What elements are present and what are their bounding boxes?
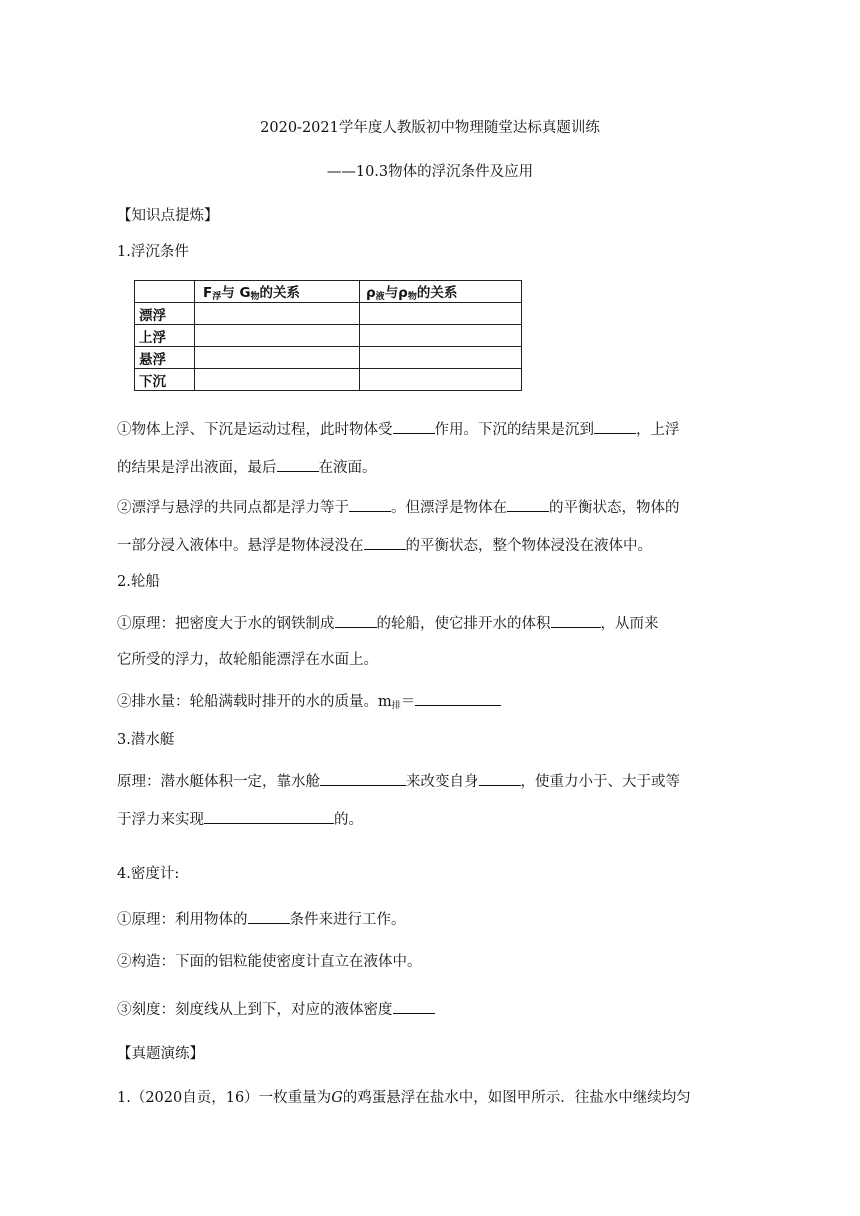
paragraph-2-line-1: ②漂浮与悬浮的共同点都是浮力等于 。但漂浮是物体在 的平衡状态，物体的 <box>117 496 680 518</box>
document-title: 2020-2021学年度人教版初中物理随堂达标真题训练 <box>260 120 600 136</box>
table-header-density: $\rho_液$与$\rho_物$的关系 <box>360 281 522 303</box>
fill-blank[interactable] <box>551 612 601 628</box>
fill-blank[interactable] <box>349 496 391 512</box>
row-label: 悬浮 <box>135 347 195 369</box>
table-row <box>135 369 522 391</box>
paragraph-6: ①原理：利用物体的 条件来进行工作。 <box>117 908 406 930</box>
fill-blank[interactable] <box>479 770 521 786</box>
section-heading-knowledge: 【知识点提炼】 <box>117 208 219 224</box>
section-heading-practice: 【真题演练】 <box>117 1046 204 1062</box>
heading-hydrometer: 4.密度计: <box>117 866 180 882</box>
fill-blank[interactable] <box>204 808 334 824</box>
table-cell <box>195 369 360 391</box>
table-cell <box>195 325 360 347</box>
fill-blank[interactable] <box>320 770 406 786</box>
table-cell <box>195 347 360 369</box>
float-sink-table <box>134 280 522 391</box>
paragraph-4: ②排水量：轮船满载时排开的水的质量。$m_排=$ <box>117 690 501 716</box>
paragraph-7: ②构造：下面的铝粒能使密度计直立在液体中。 <box>117 954 422 970</box>
paragraph-3-line-1: ①原理：把密度大于水的钢铁制成 的轮船，使它排开水的体积 ，从而来 <box>117 612 659 634</box>
table-header-force: $F_浮$与 $G_物$的关系 <box>195 281 360 303</box>
table-corner-cell <box>135 281 195 303</box>
fill-blank[interactable] <box>393 998 435 1014</box>
row-label: 下沉 <box>135 369 195 391</box>
heading-ship: 2.轮船 <box>117 574 160 590</box>
paragraph-1-line-1: ①物体上浮、下沉是运动过程，此时物体受 作用。下沉的结果是沉到 ，上浮 <box>117 418 680 440</box>
fill-blank[interactable] <box>248 908 290 924</box>
fill-blank[interactable] <box>594 418 636 434</box>
paragraph-5-line-1: 原理：潜水艇体积一定，靠水舱 来改变自身 ，使重力小于、大于或等 <box>117 770 680 792</box>
fill-blank[interactable] <box>393 418 435 434</box>
fill-blank[interactable] <box>335 612 377 628</box>
fill-blank[interactable] <box>364 534 406 550</box>
paragraph-1-line-2: 的结果是浮出液面，最后 在液面。 <box>117 456 377 478</box>
heading-submarine: 3.潜水艇 <box>117 732 175 748</box>
paragraph-5-line-2: 于浮力来实现 的。 <box>117 808 363 830</box>
table-cell <box>195 303 360 325</box>
fill-blank[interactable] <box>277 456 319 472</box>
paragraph-8: ③刻度：刻度线从上到下，对应的液体密度 <box>117 998 435 1020</box>
table-row <box>135 347 522 369</box>
table-cell <box>360 325 522 347</box>
heading-float-sink-conditions: 1.浮沉条件 <box>117 244 189 260</box>
fill-blank[interactable] <box>415 690 501 706</box>
paragraph-2-line-2: 一部分浸入液体中。悬浮是物体浸没在 的平衡状态，整个物体浸没在液体中。 <box>117 534 652 556</box>
question-1-line-1: 1.（2020自贡，16）一枚重量为G的鸡蛋悬浮在盐水中，如图甲所示．往盐水中继续均匀 <box>117 1090 691 1106</box>
table-cell <box>360 303 522 325</box>
document-subtitle: ——10.3物体的浮沉条件及应用 <box>326 164 534 180</box>
fill-blank[interactable] <box>507 496 549 512</box>
row-label: 上浮 <box>135 325 195 347</box>
table-cell <box>360 347 522 369</box>
paragraph-3-line-2: 它所受的浮力，故轮船能漂浮在水面上。 <box>117 652 378 668</box>
table-header-row <box>135 281 522 303</box>
table-cell <box>360 369 522 391</box>
table-row <box>135 325 522 347</box>
row-label: 漂浮 <box>135 303 195 325</box>
table-row <box>135 303 522 325</box>
